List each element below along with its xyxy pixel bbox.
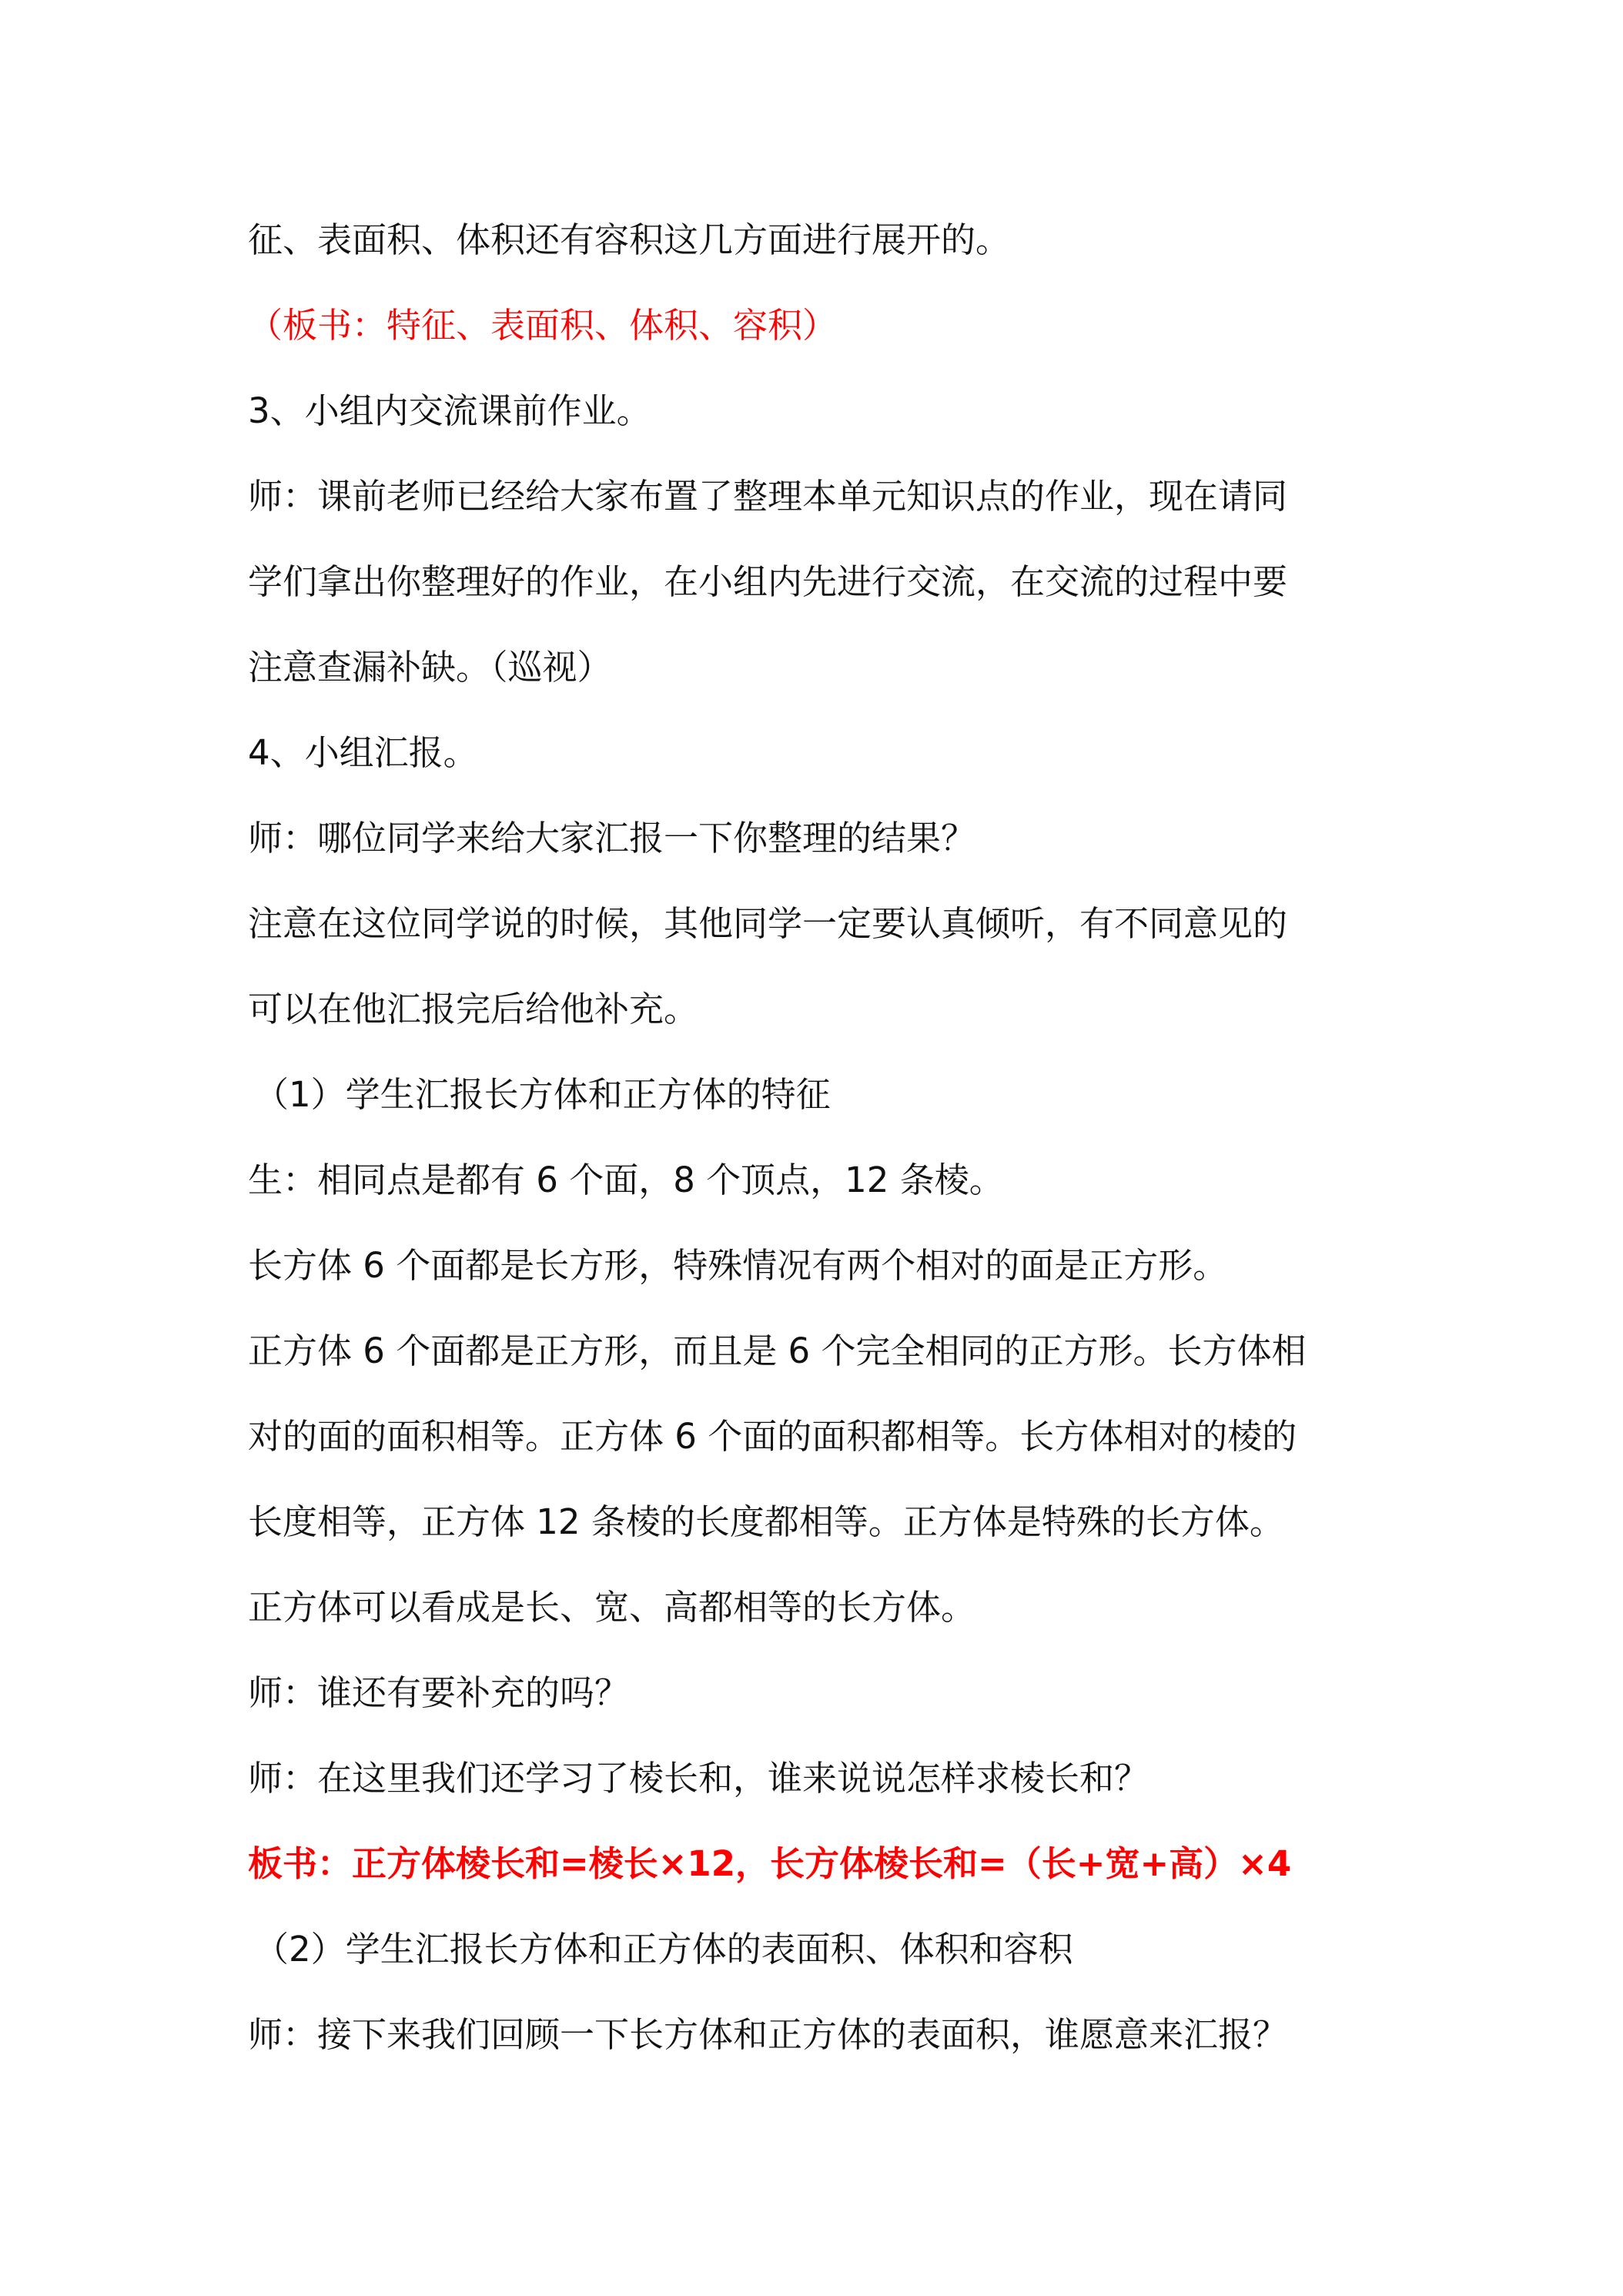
paragraph-line: 可以在他汇报完后给他补充。 <box>248 989 699 1029</box>
paragraph-line: 征、表面积、体积还有容积这几方面进行展开的。 <box>248 219 1011 260</box>
paragraph-line: 师：哪位同学来给大家汇报一下你整理的结果？ <box>248 818 976 858</box>
section-heading: 3、小组内交流课前作业。 <box>248 390 651 431</box>
paragraph-line: 师：课前老师已经给大家布置了整理本单元知识点的作业，现在请同 <box>248 476 1288 517</box>
paragraph-line: 注意查漏补缺。（巡视） <box>248 647 612 688</box>
paragraph-line: 学们拿出你整理好的作业，在小组内先进行交流，在交流的过程中要 <box>248 561 1288 602</box>
paragraph-line: 注意在这位同学说的时候，其他同学一定要认真倾听，有不同意见的 <box>248 903 1288 944</box>
paragraph-line: 师：接下来我们回顾一下长方体和正方体的表面积，谁愿意来汇报？ <box>248 2014 1288 2055</box>
paragraph-line: 师：在这里我们还学习了棱长和，谁来说说怎样求棱长和？ <box>248 1758 1149 1799</box>
subsection-heading: （1）学生汇报长方体和正方体的特征 <box>254 1074 831 1115</box>
subsection-heading: （2）学生汇报长方体和正方体的表面积、体积和容积 <box>254 1929 1073 1970</box>
paragraph-line: 长度相等，正方体 12 条棱的长度都相等。正方体是特殊的长方体。 <box>248 1501 1284 1542</box>
board-note-line: （板书：特征、表面积、体积、容积） <box>248 305 838 346</box>
board-formula-line: 板书：正方体棱长和=棱长×12，长方体棱长和=（长+宽+高）×4 <box>248 1843 1292 1884</box>
paragraph-line: 正方体 6 个面都是正方形，而且是 6 个完全相同的正方形。长方体相 <box>248 1330 1307 1371</box>
paragraph-line: 长方体 6 个面都是长方形，特殊情况有两个相对的面是正方形。 <box>248 1245 1228 1286</box>
section-heading: 4、小组汇报。 <box>248 732 478 773</box>
paragraph-line: 正方体可以看成是长、宽、高都相等的长方体。 <box>248 1587 976 1628</box>
paragraph-line: 生：相同点是都有 6 个面，8 个顶点，12 条棱。 <box>248 1160 1004 1200</box>
paragraph-line: 师：谁还有要补充的吗？ <box>248 1672 630 1713</box>
paragraph-line: 对的面的面积相等。正方体 6 个面的面积都相等。长方体相对的棱的 <box>248 1416 1297 1457</box>
